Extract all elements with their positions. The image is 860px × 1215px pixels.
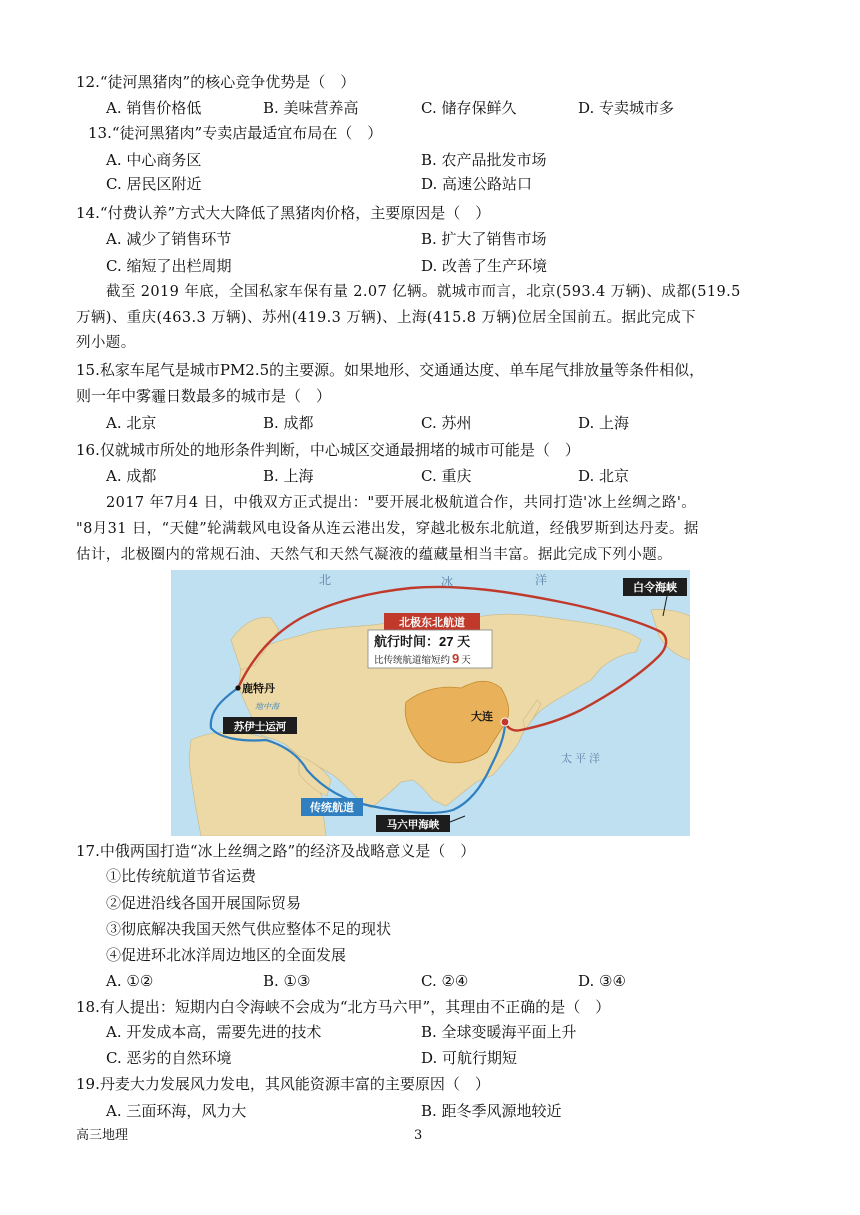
malacca-label: 马六甲海峡 <box>386 819 440 831</box>
ocean-north-char-1: 北 <box>319 573 332 587</box>
q18-option-c: C. 恶劣的自然环境 <box>106 1049 232 1067</box>
q14-option-c: C. 缩短了出栏周期 <box>106 257 232 275</box>
ocean-north-char-3: 洋 <box>535 573 548 587</box>
footer-page-number: 3 <box>414 1128 423 1143</box>
q18-option-a: A. 开发成本高，需要先进的技术 <box>106 1023 322 1041</box>
dalian-label: 大连 <box>471 711 493 723</box>
q18-stem: 18.有人提出：短期内白令海峡不会成为“北方马六甲”，其理由不正确的是（ ） <box>76 998 611 1016</box>
q17-item-3: ③彻底解决我国天然气供应整体不足的现状 <box>106 920 392 938</box>
q14-option-b: B. 扩大了销售市场 <box>421 230 547 248</box>
voyage-time: 航行时间：27 天 <box>374 634 471 649</box>
q14-stem: 14.“付费认养”方式大大降低了黑猪肉价格，主要原因是（ ） <box>76 204 491 222</box>
q16-option-d: D. 北京 <box>578 467 630 485</box>
ocean-north-char-2: 冰 <box>441 575 454 589</box>
q17-item-2: ②促进沿线各国开展国际贸易 <box>106 894 302 912</box>
passage1-line-3: 列小题。 <box>76 335 136 351</box>
voyage-shorter-unit: 天 <box>461 655 471 666</box>
q17-option-a: A. ①② <box>106 972 154 990</box>
voyage-shorter-days: 9 <box>452 651 460 666</box>
q13-stem: 13.“徒河黑猪肉”专卖店最适宜布局在（ ） <box>88 124 383 142</box>
q14-option-a: A. 减少了销售环节 <box>106 230 232 248</box>
q12-option-d: D. 专卖城市多 <box>578 99 675 117</box>
passage1-line-2: 万辆)、重庆(463.3 万辆)、苏州(419.3 万辆)、上海(415.8 万辆)位居全国前五。据此完成下 <box>76 310 697 326</box>
q18-option-b: B. 全球变暖海平面上升 <box>421 1023 577 1041</box>
q19-option-b: B. 距冬季风源地较近 <box>421 1102 562 1120</box>
q16-option-c: C. 重庆 <box>421 467 472 485</box>
q17-option-c: C. ②④ <box>421 972 469 990</box>
q16-option-a: A. 成都 <box>106 467 157 485</box>
q18-option-d: D. 可航行期短 <box>421 1049 518 1067</box>
q15-stem-line-1: 15.私家车尾气是城市PM2.5的主要源。如果地形、交通通达度、单车尾气排放量等条件相似， <box>76 361 705 379</box>
footer-subject: 高三地理 <box>76 1128 129 1143</box>
passage2-line-3: 估计，北极圈内的常规石油、天然气和天然气凝液的蕴藏量相当丰富。据此完成下列小题。 <box>76 547 672 563</box>
q17-option-b: B. ①③ <box>263 972 311 990</box>
q13-option-d: D. 高速公路站口 <box>421 175 533 193</box>
q15-option-b: B. 成都 <box>263 414 314 432</box>
q13-option-c: C. 居民区附近 <box>106 175 202 193</box>
route-map <box>171 570 690 836</box>
q17-option-d: D. ③④ <box>578 972 626 990</box>
q17-item-1: ①比传统航道节省运费 <box>106 867 257 885</box>
q12-option-b: B. 美味营养高 <box>263 99 359 117</box>
q17-item-4: ④促进环北冰洋周边地区的全面发展 <box>106 946 347 964</box>
q15-option-a: A. 北京 <box>106 414 157 432</box>
arctic-route-label: 北极东北航道 <box>399 617 465 629</box>
traditional-route-label: 传统航道 <box>310 802 354 814</box>
rotterdam-dot <box>235 685 240 690</box>
q13-option-b: B. 农产品批发市场 <box>421 151 547 169</box>
passage2-line-1: 2017 年7月4 日，中俄双方正式提出："要开展北极航道合作，共同打造'冰上丝绸之路'。 <box>106 495 697 511</box>
q12-stem: 12.“徒河黑猪肉”的核心竞争优势是（ ） <box>76 73 356 91</box>
passage2-line-2: "8月31 日，“天健”轮满载风电设备从连云港出发，穿越北极东北航道，经俄罗斯到达丹麦。据 <box>76 521 699 537</box>
q15-option-d: D. 上海 <box>578 414 630 432</box>
q13-option-a: A. 中心商务区 <box>106 151 202 169</box>
bering-label: 白令海峡 <box>633 582 677 594</box>
q15-option-c: C. 苏州 <box>421 414 472 432</box>
pacific-label: 太平洋 <box>561 753 603 765</box>
suez-label: 苏伊士运河 <box>233 721 287 733</box>
q16-option-b: B. 上海 <box>263 467 314 485</box>
q14-option-d: D. 改善了生产环境 <box>421 257 548 275</box>
rotterdam-label: 鹿特丹 <box>242 683 275 695</box>
voyage-shorter-prefix: 比传统航道缩短约 <box>374 655 451 666</box>
q16-stem: 16.仅就城市所处的地形条件判断，中心城区交通最拥堵的城市可能是（ ） <box>76 441 580 459</box>
q17-stem: 17.中俄两国打造“冰上丝绸之路”的经济及战略意义是（ ） <box>76 842 476 860</box>
q19-option-a: A. 三面环海，风力大 <box>106 1102 247 1120</box>
q19-stem: 19.丹麦大力发展风力发电，其风能资源丰富的主要原因（ ） <box>76 1075 490 1093</box>
dalian-dot <box>501 718 509 726</box>
q12-option-c: C. 储存保鲜久 <box>421 99 517 117</box>
q15-stem-line-2: 则一年中雾霾日数最多的城市是（ ） <box>76 387 332 405</box>
q12-option-a: A. 销售价格低 <box>106 99 202 117</box>
passage1-line-1: 截至 2019 年底，全国私家车保有量 2.07 亿辆。就城市而言，北京(593.4 万辆)、成都(519.5 <box>106 284 741 300</box>
mediterranean-label: 地中海 <box>255 702 279 711</box>
